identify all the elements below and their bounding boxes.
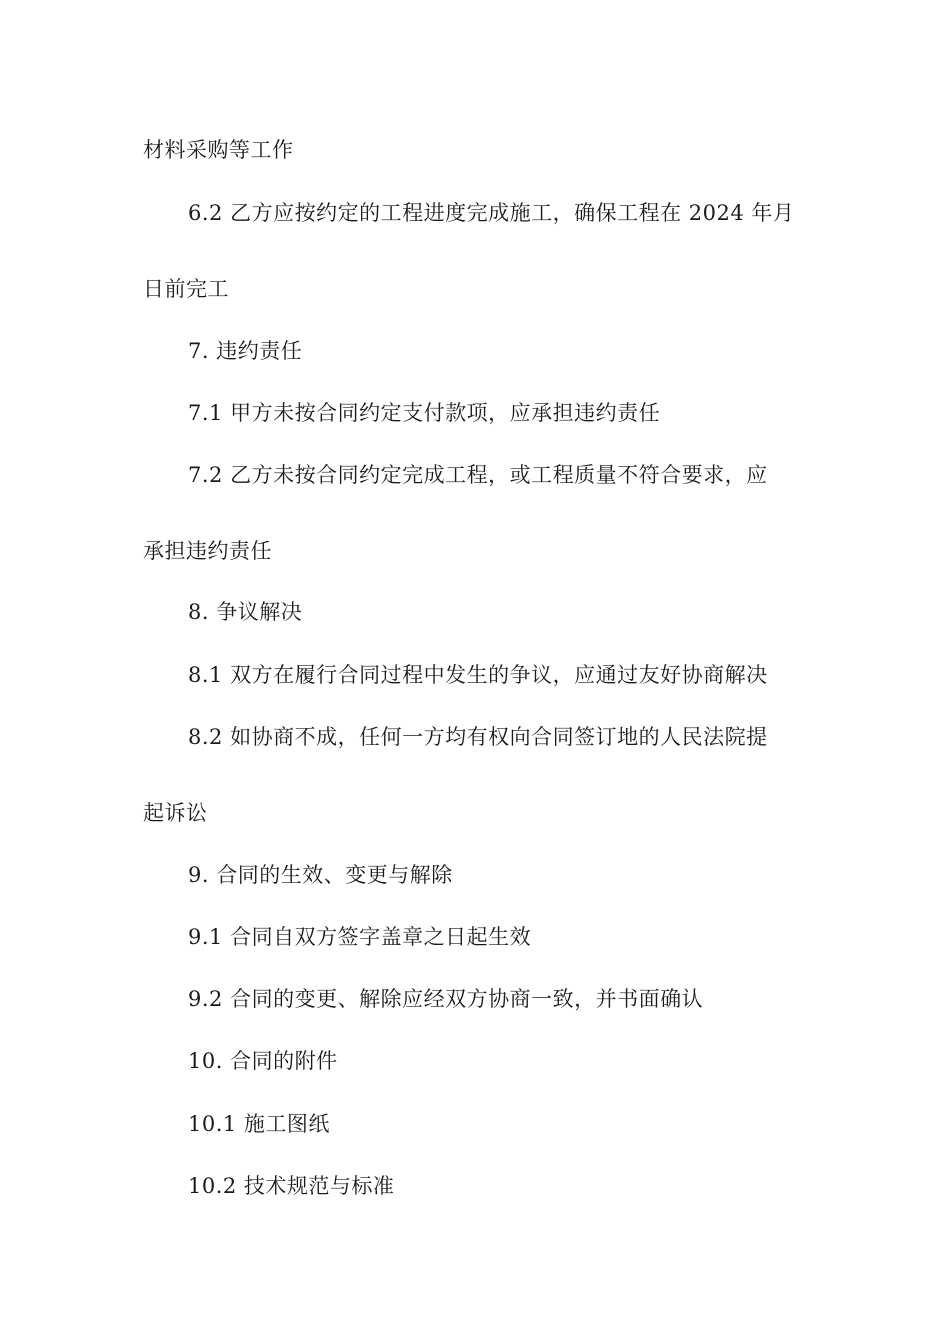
clause-10-2: 10.2 技术规范与标准 <box>188 1174 395 1198</box>
section-heading-9: 9. 合同的生效、变更与解除 <box>188 863 453 887</box>
section-heading-8: 8. 争议解决 <box>188 600 303 624</box>
clause-9-1: 9.1 合同自双方签字盖章之日起生效 <box>188 925 532 949</box>
continuation-line: 起诉讼 <box>143 801 208 825</box>
continuation-line: 日前完工 <box>143 277 229 301</box>
clause-10-1: 10.1 施工图纸 <box>188 1112 330 1136</box>
clause-8-2: 8.2 如协商不成，任何一方均有权向合同签订地的人民法院提 <box>188 725 768 749</box>
clause-7-1: 7.1 甲方未按合同约定支付款项，应承担违约责任 <box>188 401 661 425</box>
clause-7-2: 7.2 乙方未按合同约定完成工程，或工程质量不符合要求，应 <box>188 463 768 487</box>
clause-9-2: 9.2 合同的变更、解除应经双方协商一致，并书面确认 <box>188 987 704 1011</box>
continuation-line: 材料采购等工作 <box>143 138 294 162</box>
section-heading-10: 10. 合同的附件 <box>188 1049 338 1073</box>
clause-6-2: 6.2 乙方应按约定的工程进度完成施工，确保工程在 2024 年月 <box>188 201 795 225</box>
clause-8-1: 8.1 双方在履行合同过程中发生的争议，应通过友好协商解决 <box>188 663 768 687</box>
continuation-line: 承担违约责任 <box>143 539 272 563</box>
section-heading-7: 7. 违约责任 <box>188 339 303 363</box>
